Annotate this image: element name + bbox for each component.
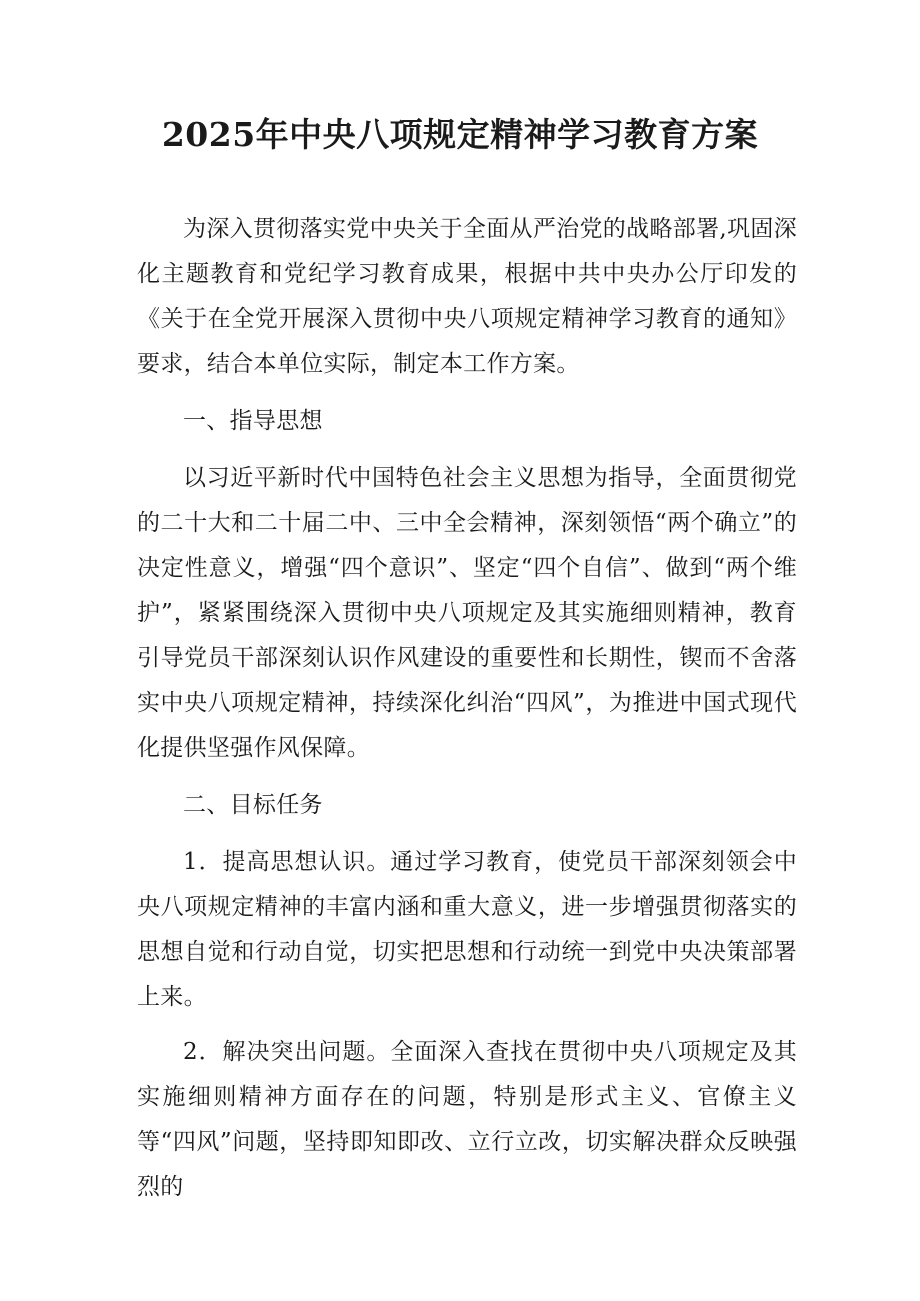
section-heading-guiding-thought: 一、指导思想 <box>183 408 323 434</box>
document-body <box>137 207 797 1222</box>
goal-item-2: 2．解决突出问题。全面深入查找在贯彻中央八项规定及其实施细则精神方面存在的问题，特别是形式主义、官僚主义等“四风”问题，坚持即知即改、立行立改，切实解决群众反映强烈的 <box>137 1039 797 1200</box>
page-title: 2025年中央八项规定精神学习教育方案 <box>161 115 759 154</box>
intro-paragraph: 为深入贯彻落实党中央关于全面从严治党的战略部署,巩固深化主题教育和党纪学习教育成果，根据中共中央办公厅印发的《关于在全党开展深入贯彻中央八项规定精神学习教育的通知》要求，结合本单位实际，制定本工作方案。 <box>137 216 797 377</box>
guiding-thought-paragraph: 以习近平新时代中国特色社会主义思想为指导，全面贯彻党的二十大和二十届二中、三中全会精神，深刻领悟“两个确立”的决定性意义，增强“四个意识”、坚定“四个自信”、做到“两个维护”，紧紧围绕深入贯彻中央八项规定及其实施细则精神，教育引导党员干部深刻认识作风建设的重要性和长期性，锲而不舍落实中央八项规定精神，持续深化纠治“四风”，为推进中国式现代化提供坚强作风保障。 <box>137 465 797 761</box>
section-heading-goals-tasks: 二、目标任务 <box>183 792 323 818</box>
goal-item-1: 1．提高思想认识。通过学习教育，使党员干部深刻领会中央八项规定精神的丰富内涵和重大意义，进一步增强贯彻落实的思想自觉和行动自觉，切实把思想和行动统一到党中央决策部署上来。 <box>137 849 797 1010</box>
